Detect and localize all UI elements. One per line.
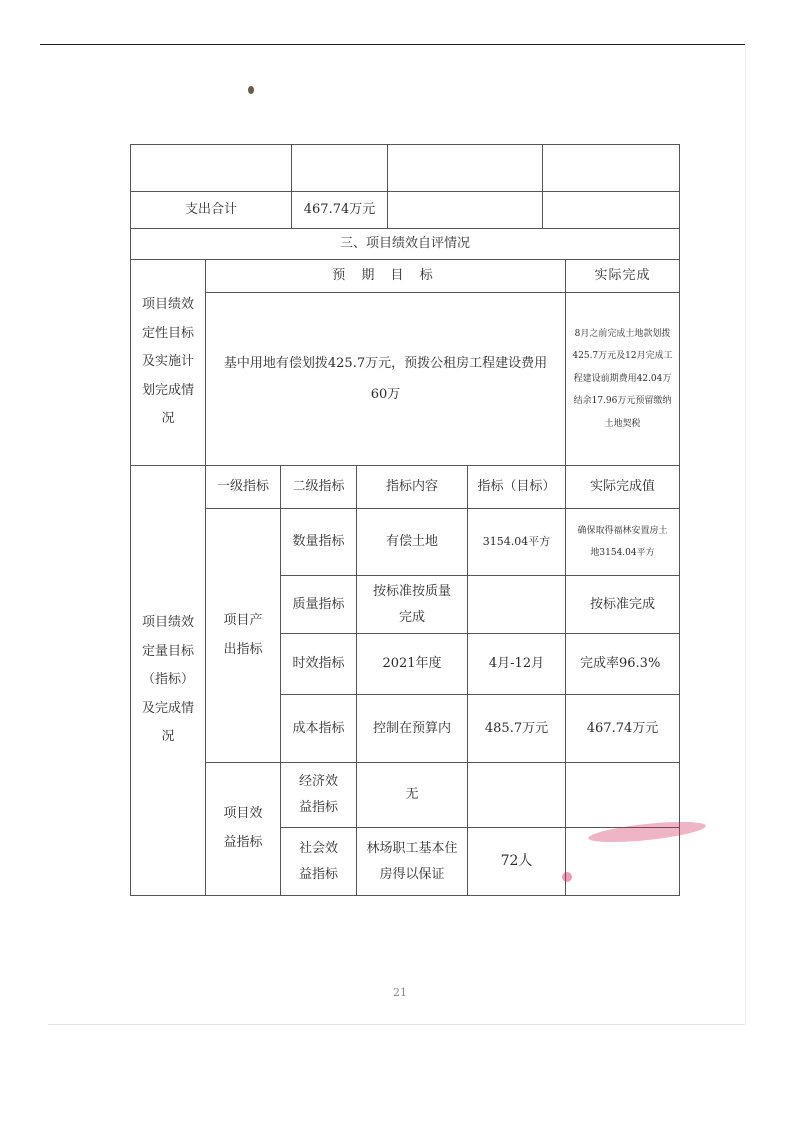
indicator-actual: 467.74万元: [565, 694, 680, 763]
indicator-actual: 确保取得福林安置房土地3154.04平方: [565, 508, 680, 576]
level2-header: 二级指标: [280, 465, 357, 509]
expense-total-label: 支出合计: [130, 191, 292, 229]
expected-goal-header: 预 期 目 标: [205, 259, 566, 293]
indicator-actual: 按标准完成: [565, 575, 680, 634]
expected-goal-text: 基中用地有偿划拨425.7万元，预拨公租房工程建设费用60万: [205, 292, 566, 466]
actual-completion-header: 实际完成: [565, 259, 680, 293]
empty-cell: [387, 191, 543, 229]
target-header: 指标（目标）: [467, 465, 566, 509]
indicator-level2: 成本指标: [280, 694, 357, 763]
content-header: 指标内容: [356, 465, 468, 509]
indicator-level2: 质量指标: [280, 575, 357, 634]
output-indicator-group: 项目产出指标: [205, 508, 281, 763]
indicator-level2: 社会效益指标: [280, 827, 357, 896]
section-title: 三、项目绩效自评情况: [130, 228, 680, 260]
indicator-content: 2021年度: [356, 633, 468, 695]
indicator-target: 72人: [467, 827, 566, 896]
red-stamp-mark: [562, 872, 572, 882]
indicator-content: 按标准按质量完成: [356, 575, 468, 634]
indicator-target: [467, 575, 566, 634]
empty-cell: [130, 144, 292, 192]
actual-header: 实际完成值: [565, 465, 680, 509]
empty-cell: [542, 144, 680, 192]
indicator-content: 林场职工基本住房得以保证: [356, 827, 468, 896]
indicator-actual: 完成率96.3%: [565, 633, 680, 695]
indicator-target: 3154.04平方: [467, 508, 566, 576]
indicator-actual: [565, 762, 680, 828]
qualitative-label: 项目绩效定性目标及实施计划完成情况: [130, 259, 206, 466]
indicator-content: 有偿土地: [356, 508, 468, 576]
level1-header: 一级指标: [205, 465, 281, 509]
indicator-content: 无: [356, 762, 468, 828]
indicator-level2: 经济效益指标: [280, 762, 357, 828]
indicator-level2: 数量指标: [280, 508, 357, 576]
top-rule: [40, 44, 745, 45]
actual-completion-text: 8月之前完成土地款划拨425.7万元及12月完成工程建设前期费用42.04万结余17.96万元预留缴纳土地契税: [565, 292, 680, 466]
page-edge: [745, 44, 746, 1024]
page-edge-bottom: [48, 1024, 745, 1025]
indicator-target: 4月-12月: [467, 633, 566, 695]
indicator-target: 485.7万元: [467, 694, 566, 763]
benefit-indicator-group: 项目效益指标: [205, 762, 281, 896]
indicator-target: [467, 762, 566, 828]
expense-total-value: 467.74万元: [291, 191, 388, 229]
page-number: 21: [393, 986, 407, 999]
indicator-content: 控制在预算内: [356, 694, 468, 763]
empty-cell: [542, 191, 680, 229]
empty-cell: [291, 144, 388, 192]
indicator-level2: 时效指标: [280, 633, 357, 695]
scan-speck: [248, 86, 254, 94]
empty-cell: [387, 144, 543, 192]
quantitative-label: 项目绩效定量目标（指标）及完成情况: [130, 465, 206, 896]
